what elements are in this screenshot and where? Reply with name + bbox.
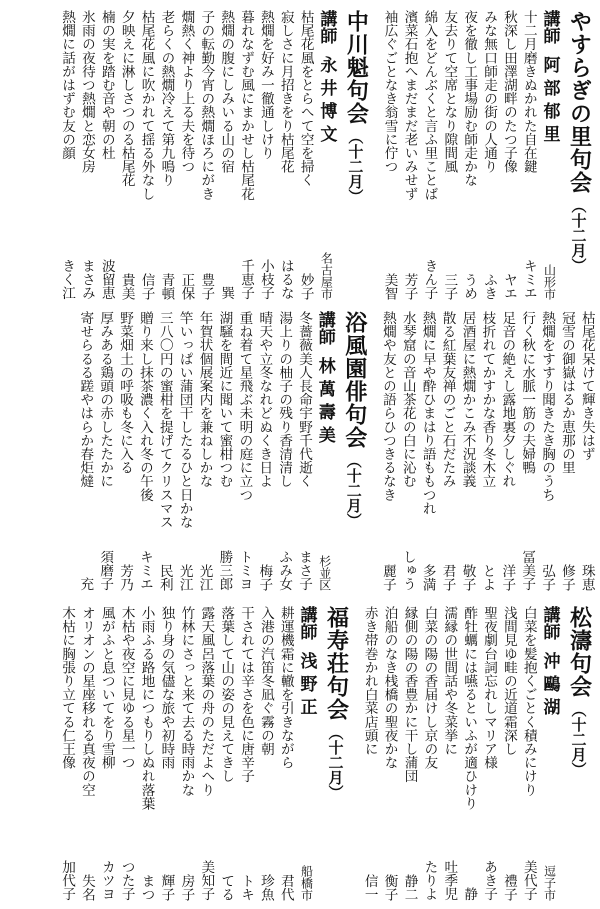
poem-column bbox=[379, 4, 399, 304]
poem-text: 三八〇円の蜜柑を提げてクリスマス bbox=[156, 311, 173, 529]
poem-author: まつ bbox=[138, 873, 155, 901]
group-title: 浴風園俳句会 bbox=[341, 311, 367, 449]
group-title-column bbox=[337, 305, 371, 595]
poem-text: 氷雨の夜待つ熱燗と恋女房 bbox=[78, 10, 95, 174]
poem-column bbox=[235, 600, 255, 905]
poem-column bbox=[295, 4, 315, 304]
group-title: 福寿荘句会 bbox=[323, 606, 349, 721]
poem-text: 木枯に胸張り立てる仁王像 bbox=[59, 606, 76, 770]
group-title: 中川魁句会 bbox=[343, 10, 369, 125]
poem-text: 冬薔薇美人長命宇野千代逝く bbox=[296, 311, 313, 488]
poem-column bbox=[458, 600, 478, 905]
poem-column bbox=[458, 4, 478, 304]
poem-text: 木枯や夜空に見ゆる星一つ bbox=[118, 606, 135, 770]
poem-column bbox=[457, 305, 477, 595]
poem-author: つた子 bbox=[118, 860, 135, 901]
poem-text: 足音の絶えし露地裏夕しぐれ bbox=[499, 311, 516, 488]
poem-author: 敬子 bbox=[459, 563, 476, 591]
poem-author: 房子 bbox=[178, 873, 195, 901]
poem-text: 聖夜劇台詞忘れしマリア様 bbox=[481, 606, 498, 770]
poem-column bbox=[478, 4, 498, 304]
poem-column bbox=[518, 600, 538, 905]
poem-author: てる bbox=[218, 873, 235, 901]
poem-text: 熱燗の腹にしみいる山の宿 bbox=[218, 10, 235, 174]
poem-author: 禮子 bbox=[500, 873, 517, 901]
poem-text: オリオンの星座移れる真夜の空 bbox=[78, 606, 95, 797]
poem-text: 風がふと息ついてをり雪柳 bbox=[98, 606, 115, 770]
poem-column bbox=[293, 305, 313, 595]
poem-text: 枯尾花風に吹かれて揺る外なし bbox=[138, 10, 155, 201]
poem-author: 珍魚 bbox=[257, 873, 274, 901]
poem-text: 暮れなずむ風にまかせし枯尾花 bbox=[238, 10, 255, 201]
poem-column bbox=[498, 600, 518, 905]
teacher-column bbox=[538, 600, 562, 905]
group-title-column bbox=[339, 4, 373, 304]
poem-text: 枯尾花風をとらへて空を掃く bbox=[297, 10, 314, 187]
poem-column bbox=[417, 305, 437, 595]
teacher-name: 永井博文 bbox=[316, 56, 337, 148]
poem-text: 熱燗を好み一徹通しけり bbox=[257, 10, 274, 160]
poem-column bbox=[234, 305, 254, 595]
poem-author: カツヨ bbox=[98, 860, 115, 901]
poem-text: 楠の実を踏む音や朝の杜 bbox=[98, 10, 115, 160]
poem-column bbox=[136, 4, 156, 304]
city-label: 逗子市 bbox=[542, 865, 557, 901]
poem-column bbox=[196, 4, 216, 304]
poem-column bbox=[439, 4, 459, 304]
poem-text: 縁側の陽の香豊かに干し蒲団 bbox=[401, 606, 418, 783]
poem-column bbox=[214, 305, 234, 595]
poem-text: 濱菜石抱へまだまだ老いみせず bbox=[401, 10, 418, 201]
poem-text: 袖広ぐごとなき翁雪に佇つ bbox=[381, 10, 398, 174]
poem-author: 三子 bbox=[441, 272, 458, 300]
poem-column bbox=[196, 600, 216, 905]
poem-author: とよ bbox=[479, 563, 496, 591]
poem-text: 湖騒を間近に聞いて蜜柑つむ bbox=[216, 311, 233, 488]
poem-column bbox=[96, 4, 116, 304]
poem-text: 酢牡蠣には嚥るといふが適ひけり bbox=[461, 606, 478, 810]
poem-column bbox=[76, 4, 96, 304]
poem-text: 白菜の陽の香届けし京の友 bbox=[421, 606, 438, 770]
poem-author: きく江 bbox=[59, 259, 76, 300]
poem-column bbox=[497, 305, 517, 595]
poem-column bbox=[377, 305, 397, 595]
teacher-role: 講師 bbox=[539, 606, 560, 640]
poem-text: 泊船のなき桟橋の聖夜かな bbox=[381, 606, 398, 770]
poem-text: 散る紅葉友禅のごと石だたみ bbox=[439, 311, 456, 488]
poem-column bbox=[477, 305, 497, 595]
poem-text: 年賀状個展案内を兼ねしかな bbox=[196, 311, 213, 488]
teacher-info bbox=[538, 606, 563, 721]
poem-author: 静二 bbox=[401, 873, 418, 901]
poem-author: 静 bbox=[461, 887, 478, 901]
teacher-role: 講師 bbox=[314, 311, 335, 345]
poem-column bbox=[478, 600, 498, 905]
teacher-info bbox=[314, 10, 339, 148]
teacher-role: 講師 bbox=[539, 10, 560, 44]
poem-author: まさ子 bbox=[296, 550, 313, 591]
poem-column bbox=[399, 600, 419, 905]
poem-author: 豊子 bbox=[198, 272, 215, 300]
poem-column bbox=[498, 4, 518, 304]
poem-author: キミエ bbox=[520, 259, 537, 300]
teacher-column bbox=[313, 305, 337, 595]
poem-column bbox=[518, 4, 538, 304]
poem-column bbox=[174, 305, 194, 595]
poem-text: 竹林にさっと来て去る時雨かな bbox=[178, 606, 195, 797]
poem-author: 君子 bbox=[439, 563, 456, 591]
teacher-column bbox=[295, 600, 319, 905]
poem-text: 厚みある鶏頭の赤したたかに bbox=[97, 311, 114, 488]
poem-column bbox=[419, 600, 439, 905]
poem-author: たりよ bbox=[421, 860, 438, 901]
poem-column bbox=[399, 4, 419, 304]
poem-column bbox=[176, 600, 196, 905]
poem-text: 小雨ふる路地につもりしぬれ落葉 bbox=[138, 606, 155, 810]
poem-author: 正保 bbox=[178, 272, 195, 300]
poem-text: 友去りて空席となり隙間風 bbox=[441, 10, 458, 174]
poem-author: 貴美 bbox=[118, 272, 135, 300]
poem-author: 輝子 bbox=[158, 873, 175, 901]
poem-column bbox=[516, 305, 536, 595]
poem-text: 冠雪の御嶽はるか恵那の里 bbox=[558, 311, 575, 475]
poem-author: 吐季児 bbox=[441, 860, 458, 901]
poem-author: 珠恵 bbox=[578, 563, 595, 591]
group-title-column bbox=[562, 4, 596, 304]
poem-author: 美智 bbox=[381, 272, 398, 300]
group-title: 松濤句会 bbox=[566, 606, 592, 698]
poem-text: みな無口師走の街の人通り bbox=[481, 10, 498, 174]
poem-author: ふき bbox=[481, 272, 498, 300]
poem-column bbox=[437, 305, 457, 595]
poem-text: 秋深し田澤湖畔のたつ子像 bbox=[500, 10, 517, 174]
teacher-role: 講師 bbox=[316, 10, 337, 44]
poem-text: 露天風呂落葉の舟のただよへり bbox=[198, 606, 215, 797]
poem-column bbox=[255, 600, 275, 905]
poem-text: 濡縁の世間話や冬菜挙に bbox=[441, 606, 458, 756]
city-label: 名古屋市 bbox=[319, 252, 334, 300]
poem-author: 小枝子 bbox=[257, 259, 274, 300]
group-month: （十二月） bbox=[326, 725, 345, 800]
poem-text: 重ね着て星飛ぶ未明の庭に立つ bbox=[236, 311, 253, 502]
poem-text: 十二月磨きぬかれた自在鍵 bbox=[520, 10, 537, 174]
teacher-role: 講師 bbox=[296, 606, 317, 640]
poem-column bbox=[275, 4, 295, 304]
poem-author: うめ bbox=[461, 272, 478, 300]
teacher-info bbox=[294, 606, 319, 721]
poem-author: 梅子 bbox=[256, 563, 273, 591]
poem-column bbox=[96, 600, 116, 905]
poem-column bbox=[156, 600, 176, 905]
poem-author: 巽 bbox=[218, 286, 235, 300]
poem-text: 行く秋に水脈一筋の夫婦鴨 bbox=[519, 311, 536, 475]
group-month: （十二月） bbox=[569, 198, 588, 273]
poem-column bbox=[275, 600, 295, 905]
poem-column bbox=[136, 600, 156, 905]
poem-author: トミヨ bbox=[236, 550, 253, 591]
teacher-name: 浅野正 bbox=[296, 652, 317, 721]
poem-author: まさみ bbox=[78, 259, 95, 300]
poem-author: 弘子 bbox=[539, 563, 556, 591]
poem-column bbox=[176, 4, 196, 304]
poem-text: 子の転勤今宵の熱燗ほろにがき bbox=[198, 10, 215, 201]
poem-column bbox=[255, 4, 275, 304]
group-title-column bbox=[319, 600, 353, 905]
poem-author: 充 bbox=[77, 577, 94, 591]
poem-column bbox=[194, 305, 214, 595]
poem-author: 妙子 bbox=[297, 272, 314, 300]
poem-text: 浅間見ゆ畦の近道霜深し bbox=[500, 606, 517, 756]
poem-author: 美知子 bbox=[198, 860, 215, 901]
poem-author: きん子 bbox=[421, 259, 438, 300]
poem-column bbox=[116, 600, 136, 905]
poem-column bbox=[576, 305, 596, 595]
poem-author: 君代 bbox=[277, 873, 294, 901]
poem-text: 老らくの熱燗冷えて第九鳴り bbox=[158, 10, 175, 187]
poem-text: 干されては辛さを色に唐辛子 bbox=[238, 606, 255, 783]
poem-author: 民利 bbox=[156, 563, 173, 591]
poem-column bbox=[419, 4, 439, 304]
poem-author: 美代子 bbox=[520, 860, 537, 901]
poem-text: 夜を徹し工事場励む師走かな bbox=[461, 10, 478, 187]
poem-text: 寄せらるる蹉やはらか春炬燵 bbox=[77, 311, 94, 488]
poem-column bbox=[379, 600, 399, 905]
poem-author: 衡子 bbox=[381, 873, 398, 901]
poem-author: 信子 bbox=[138, 272, 155, 300]
poem-author: はるな bbox=[277, 259, 294, 300]
poem-text: 熱燗に早や酔ひまはり語ももつれ bbox=[419, 311, 436, 515]
poem-author: 光江 bbox=[176, 563, 193, 591]
poem-column bbox=[439, 600, 459, 905]
poem-text: 落葉して山の姿の見えてきし bbox=[218, 606, 235, 783]
teacher-info bbox=[538, 10, 563, 148]
poem-text: 枯尾花呆けて輝き失はず bbox=[578, 311, 595, 461]
poem-text: 湯上りの柚子の残り香清清し bbox=[276, 311, 293, 488]
poem-column bbox=[134, 305, 154, 595]
city-label: 山形市 bbox=[542, 264, 557, 300]
poem-text: 熱燗や友との語らひつきるなき bbox=[379, 311, 396, 502]
poem-column bbox=[56, 4, 76, 304]
poem-text: 白菜を髪抱くごとく積みにけり bbox=[520, 606, 537, 797]
teacher-name: 阿部郁里 bbox=[539, 56, 560, 148]
poem-text: 独り身の気儘な旅や初時雨 bbox=[158, 606, 175, 770]
poem-author: 千恵子 bbox=[238, 259, 255, 300]
poem-text: 夕映えに淋しさつのる枯尾花 bbox=[118, 10, 135, 187]
group-title-column bbox=[562, 600, 596, 905]
poem-author: 光江 bbox=[196, 563, 213, 591]
poem-column bbox=[154, 305, 174, 595]
poem-column bbox=[215, 4, 235, 304]
poem-text: 居酒屋に熱燗かこみ不況談義 bbox=[459, 311, 476, 488]
poem-column bbox=[114, 305, 134, 595]
teacher-name: 林萬壽美 bbox=[314, 357, 335, 449]
poem-column bbox=[75, 305, 95, 595]
poem-author: しゅう bbox=[399, 550, 416, 591]
poem-text: 竿いっぱい蒲団干したるひと日かな bbox=[176, 311, 193, 529]
poem-column bbox=[56, 600, 76, 905]
poem-author: 修子 bbox=[558, 563, 575, 591]
teacher-info bbox=[313, 311, 338, 449]
poem-text: 晴天や立冬なれどぬくき日よ bbox=[256, 311, 273, 488]
teacher-name: 沖鷗湖 bbox=[539, 652, 560, 721]
poem-author: あき子 bbox=[481, 860, 498, 901]
poem-column bbox=[235, 4, 255, 304]
group-month: （十二月） bbox=[344, 453, 363, 528]
poem-text: 水琴窟の音山茶花の白に沁む bbox=[399, 311, 416, 488]
poem-column bbox=[76, 600, 96, 905]
poem-column bbox=[215, 600, 235, 905]
group-title: やすらぎの里句会 bbox=[566, 10, 592, 194]
poem-column bbox=[397, 305, 417, 595]
poem-column bbox=[254, 305, 274, 595]
poem-text: 耕運機霜に轍を引きながら bbox=[277, 606, 294, 770]
poem-text: 熱燗をすすり聞きたき胸のうち bbox=[539, 311, 556, 502]
poem-author: ふみ女 bbox=[276, 550, 293, 591]
poem-text: 枝折れてかすかな香り冬木立 bbox=[479, 311, 496, 488]
band-middle bbox=[4, 305, 596, 595]
poem-column bbox=[359, 600, 379, 905]
poem-author: 波留恵 bbox=[98, 259, 115, 300]
poem-text: 入港の汽笛冬凪ぐ霧の朝 bbox=[257, 606, 274, 756]
poem-column bbox=[556, 305, 576, 595]
poem-text: 野菜畑土の呼吸も冬に入る bbox=[117, 311, 134, 475]
city-label: 船橋市 bbox=[299, 865, 314, 901]
poem-author: ヤエ bbox=[500, 272, 517, 300]
poem-author: 芳子 bbox=[401, 272, 418, 300]
poem-author: トキ bbox=[238, 873, 255, 901]
group-month: （十二月） bbox=[346, 129, 365, 204]
poem-text: 贈り来し抹茶濃く入れ冬の午後 bbox=[136, 311, 153, 502]
poem-author: 青頓 bbox=[158, 272, 175, 300]
poem-text: 熱燗に話がはずむ友の顔 bbox=[59, 10, 76, 160]
teacher-column bbox=[538, 4, 562, 304]
poem-author: 洋子 bbox=[499, 563, 516, 591]
poem-author: 多満 bbox=[419, 563, 436, 591]
band-top bbox=[4, 4, 596, 304]
poem-author: 芳乃 bbox=[117, 563, 134, 591]
band-bottom bbox=[4, 600, 596, 905]
poem-column bbox=[536, 305, 556, 595]
poem-author: キミエ bbox=[136, 550, 153, 591]
city-label: 杉並区 bbox=[317, 555, 332, 591]
poem-author: 須磨子 bbox=[97, 550, 114, 591]
poem-text: 赤き帯巻かれ白菜店頭に bbox=[361, 606, 378, 756]
poem-author: 勝三郎 bbox=[216, 550, 233, 591]
poem-author: 麗子 bbox=[379, 563, 396, 591]
poem-author: 加代子 bbox=[59, 860, 76, 901]
poem-text: 綿入をどんぶくと言ふ里ことば bbox=[421, 10, 438, 201]
poem-column bbox=[116, 4, 136, 304]
poem-column bbox=[94, 305, 114, 595]
poem-text: 燗熱く神より上る夫を待つ bbox=[178, 10, 195, 174]
poem-column bbox=[273, 305, 293, 595]
group-month: （十二月） bbox=[569, 702, 588, 777]
poem-text: 寂しさに月招きをり枯尾花 bbox=[277, 10, 294, 174]
poem-author: 信一 bbox=[361, 873, 378, 901]
poem-column bbox=[156, 4, 176, 304]
poem-author: 冨美子 bbox=[519, 550, 536, 591]
teacher-column bbox=[315, 4, 339, 304]
poem-author: 失名 bbox=[78, 873, 95, 901]
